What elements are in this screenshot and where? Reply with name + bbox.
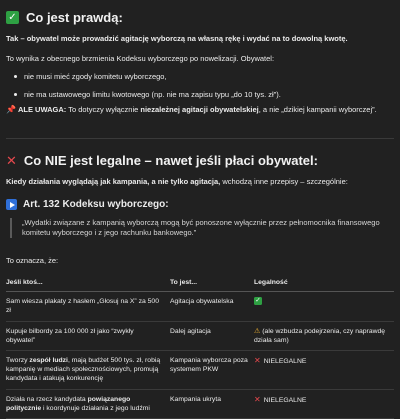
cross-mark-icon: ✕ (254, 394, 261, 404)
legality-table (6, 278, 394, 419)
conclusion-lead: To oznacza, że: (6, 256, 59, 265)
warning-icon: ⚠ (254, 327, 261, 335)
intro-paragraph: To wynika z obecnego brzmienia Kodeksu wyborczego po nowelizacji. Obywatel: (6, 54, 275, 63)
table-row: Sam wiesza plakaty z hasłem „Głosuj na X” za 500 zł Agitacja obywatelska ✓ (6, 292, 394, 321)
list-item: nie ma ustawowego limitu kwotowego (np. nie ma zapisu typu „do 10 tys. zł”). (14, 90, 394, 100)
list-item: nie musi mieć zgody komitetu wyborczego, (14, 72, 394, 82)
check-mark-icon: ✓ (255, 297, 261, 304)
section-true-title: Co jest prawdą: (26, 10, 123, 25)
divider (6, 138, 394, 139)
pushpin-icon: 📌 (6, 105, 16, 114)
cross-mark-icon: ✕ (6, 153, 17, 169)
article-title: Art. 132 Kodeksu wyborczego: (23, 199, 169, 210)
table-row: Działa na rzecz kandydata powiązanego politycznie i koordynuje działania z jego ludźmi Kampania ukryta ✕ NIELEGALNE (6, 389, 394, 418)
column-header: Jeśli ktoś... (6, 278, 170, 292)
article-quote: „Wydatki związane z kampanią wyborczą mogą być ponoszone wyłącznie przez pełnomocnika finansowego komitetu wyborczego i z jego rachunku bankowego.” (10, 218, 394, 238)
section-illegal-lead: Kiedy działania wyglądają jak kampania, a nie tylko agitacja, wchodzą inne przepisy – szczególnie: (6, 177, 348, 186)
lead-bold-text: Tak – obywatel może prowadzić agitację wyborczą na własną rękę i wydać na to dowolną kwotę. (6, 34, 348, 43)
play-button-icon (6, 199, 17, 210)
warning-note: 📌 ALE UWAGA: To dotyczy wyłącznie niezależnej agitacji obywatelskiej, a nie „dzikiej kampanii wyborczej”. (6, 105, 377, 114)
lead-paragraph (6, 34, 394, 44)
column-header: Legalność (254, 278, 394, 292)
section-true-heading (6, 9, 123, 27)
section-illegal-title: Co NIE jest legalne – nawet jeśli płaci obywatel: (23, 153, 318, 168)
section-illegal-heading (6, 152, 318, 170)
cross-mark-icon: ✕ (254, 356, 261, 366)
table-row: Tworzy zespół ludzi, mają budżet 500 tys. zł, robią kampanię w mediach społecznościowych, promują kandydata i atakują konkurencję Kampania wyborcza poza systemem PKW ✕ NIELEGALNE (6, 351, 394, 390)
column-header: To jest... (170, 278, 254, 292)
conditions-list (14, 72, 394, 108)
table-row: Kupuje bilbordy za 100 000 zł jako “zwykły obywatel” Dalej agitacja ⚠ (ale wzbudza podejrzenia, czy naprawdę działa sam) (6, 321, 394, 351)
article-heading (6, 198, 169, 212)
table-header-row (6, 278, 394, 292)
check-mark-icon: ✓ (6, 11, 19, 24)
